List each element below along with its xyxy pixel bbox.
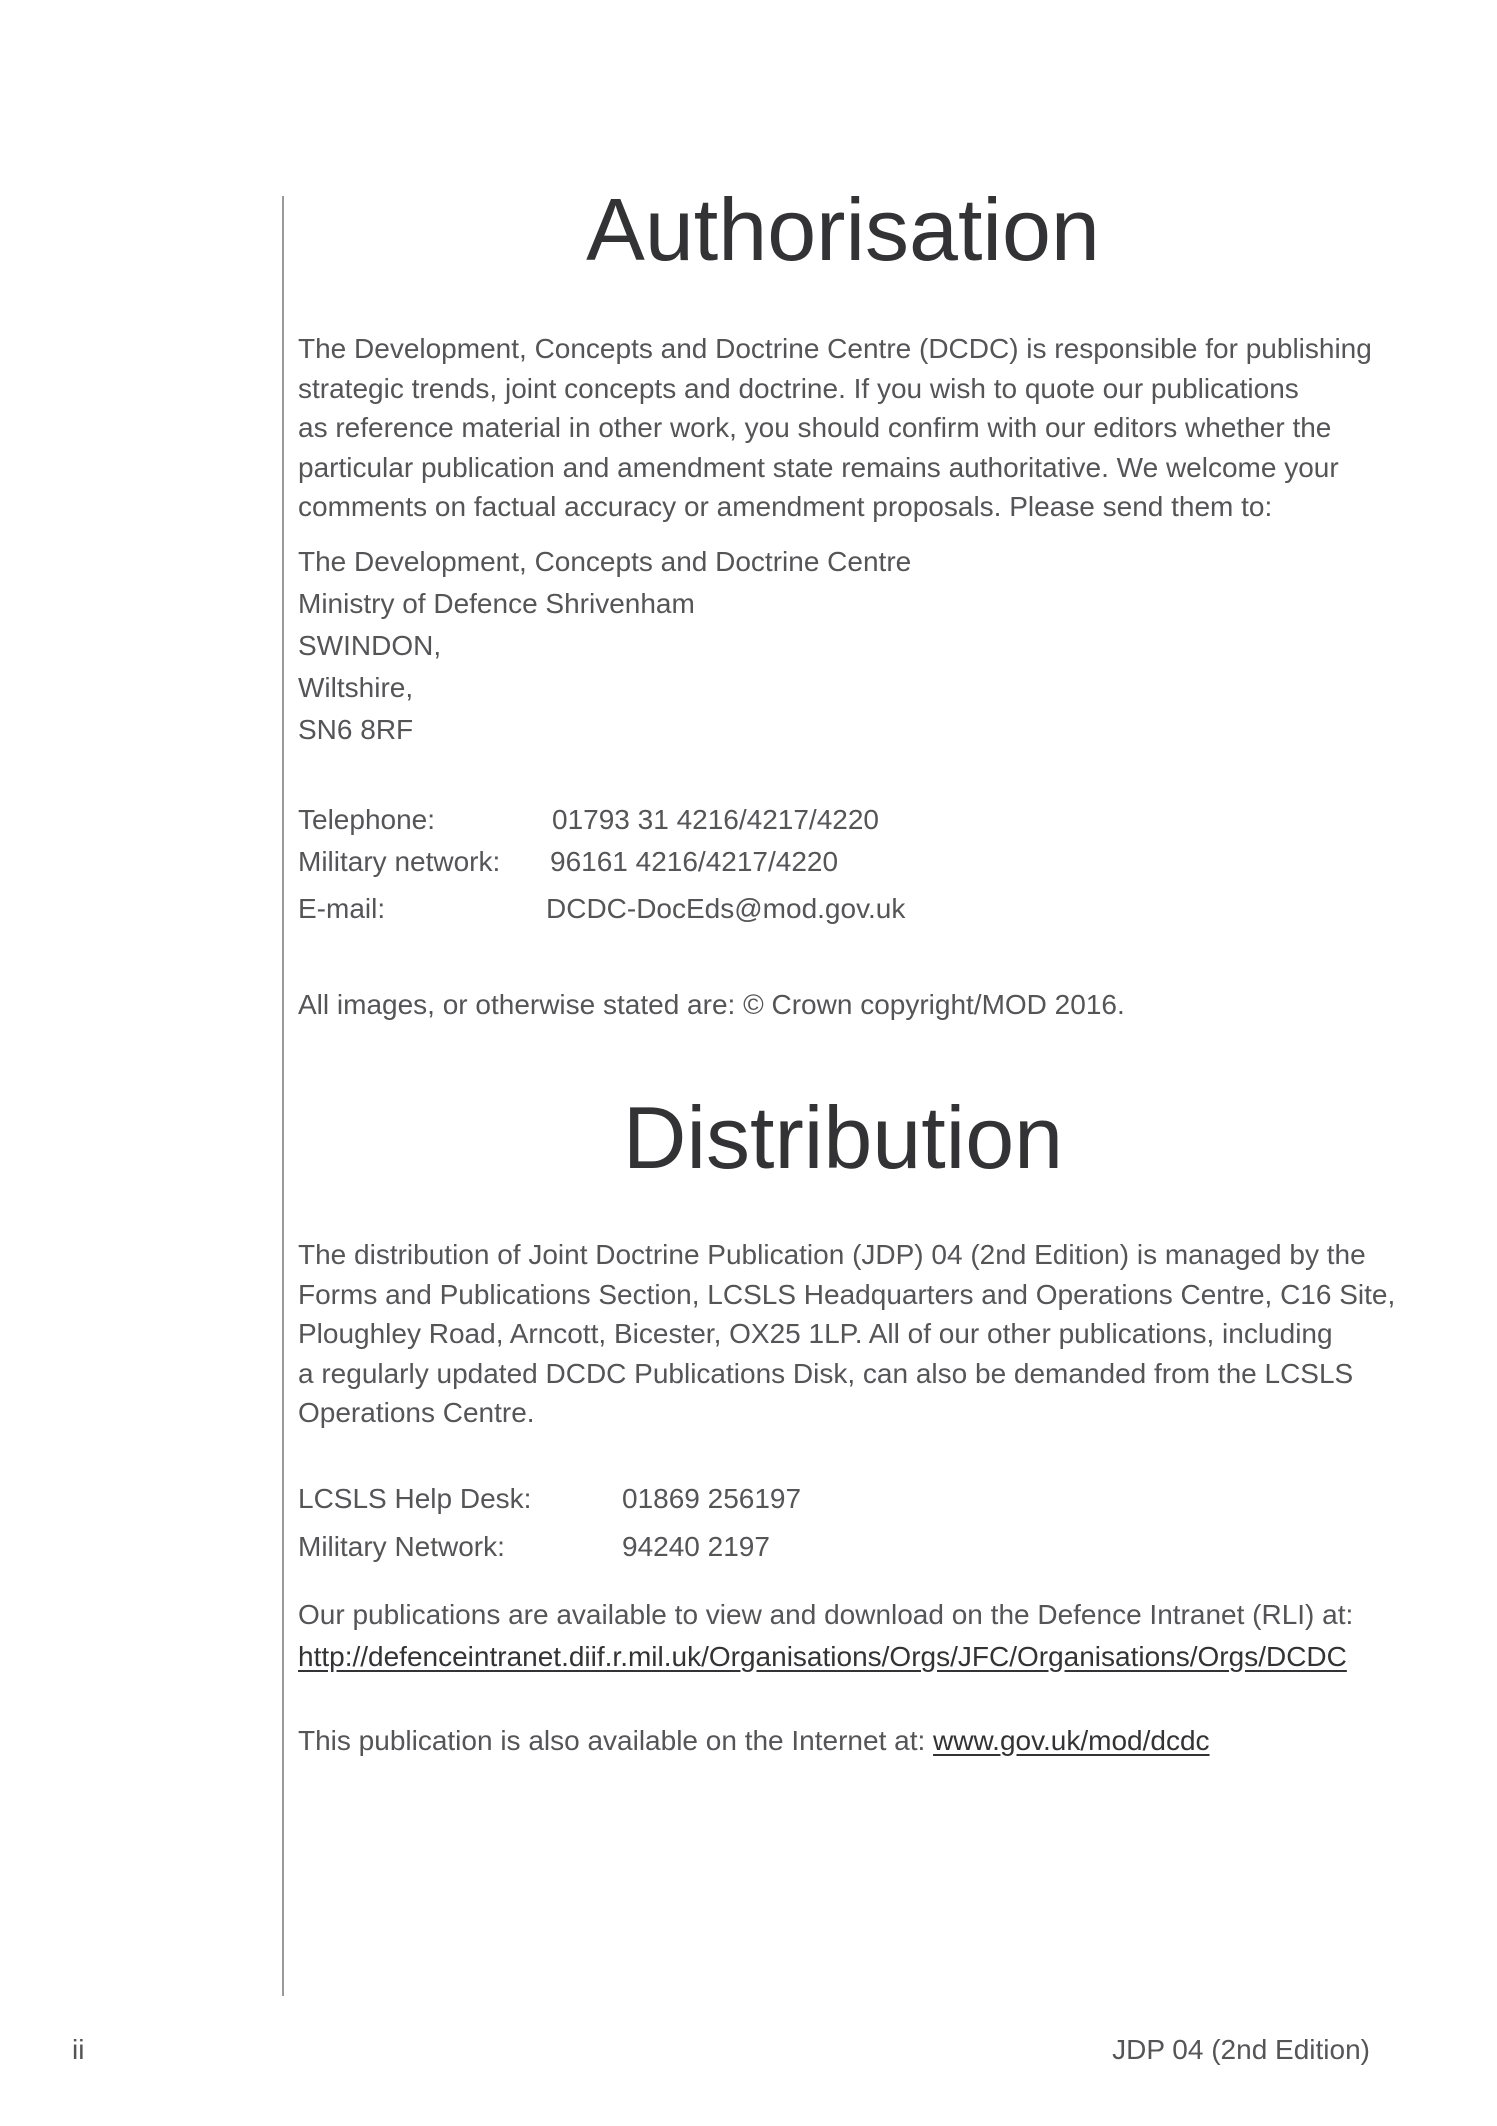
- distribution-heading: Distribution: [622, 1088, 1064, 1187]
- intranet-link[interactable]: http://defenceintranet.diif.r.mil.uk/Organisations/Orgs/JFC/Organisations/Orgs/DCDC: [298, 1641, 1347, 1672]
- contact-label: Military network:: [298, 846, 501, 877]
- address-line: The Development, Concepts and Doctrine Centre: [298, 546, 912, 577]
- address-line: SWINDON,: [298, 630, 442, 661]
- email-address[interactable]: DCDC-DocEds@mod.gov.uk: [546, 893, 906, 924]
- address-line: SN6 8RF: [298, 714, 414, 745]
- internet-text: This publication is also available on the Internet at:: [298, 1725, 934, 1756]
- text-line: Forms and Publications Section, LCSLS Headquarters and Operations Centre, C16 Site,: [298, 1278, 1396, 1310]
- postal-address: [298, 541, 911, 751]
- address-line: Wiltshire,: [298, 672, 414, 703]
- distribution-intro: [298, 1235, 1396, 1433]
- page-number: ii: [72, 2034, 85, 2065]
- text-line: particular publication and amendment state remains authoritative. We welcome your: [298, 451, 1339, 483]
- text-line: The Development, Concepts and Doctrine Centre (DCDC) is responsible for publishing: [298, 333, 1372, 364]
- contact-value: 01793 31 4216/4217/4220: [552, 804, 879, 835]
- contact-value: 01869 256197: [622, 1483, 802, 1514]
- internet-link[interactable]: www.gov.uk/mod/dcdc: [933, 1725, 1210, 1756]
- text-line: a regularly updated DCDC Publications Disk, can also be demanded from the LCSLS: [298, 1357, 1354, 1389]
- copyright-notice: All images, or otherwise stated are: © Crown copyright/MOD 2016.: [298, 989, 1125, 1020]
- authorisation-heading: Authorisation: [586, 180, 1100, 279]
- internet-availability: [298, 1721, 1210, 1761]
- contact-value: 96161 4216/4217/4220: [550, 846, 839, 877]
- contact-label: Telephone:: [298, 804, 436, 835]
- text-line: Operations Centre.: [298, 1397, 535, 1428]
- text-line: as reference material in other work, you should confirm with our editors whether the: [298, 412, 1332, 443]
- text-line: strategic trends, joint concepts and doctrine. If you wish to quote our publications: [298, 372, 1299, 404]
- intranet-text: Our publications are available to view and download on the Defence Intranet (RLI) at:: [298, 1599, 1354, 1630]
- authorisation-intro: [298, 329, 1388, 527]
- margin-rule: [282, 196, 284, 1996]
- contact-label: E-mail:: [298, 893, 386, 924]
- address-line: Ministry of Defence Shrivenham: [298, 588, 695, 619]
- contact-value: 94240 2197: [622, 1531, 770, 1562]
- contact-label: LCSLS Help Desk:: [298, 1483, 532, 1514]
- intranet-link-row: [298, 1637, 1347, 1677]
- footer-doc-title: JDP 04 (2nd Edition): [1112, 2034, 1370, 2065]
- contact-label: Military Network:: [298, 1531, 505, 1562]
- text-line: Ploughley Road, Arncott, Bicester, OX25 1LP. All of our other publications, including: [298, 1318, 1333, 1349]
- text-line: The distribution of Joint Doctrine Publication (JDP) 04 (2nd Edition) is managed by the: [298, 1239, 1366, 1270]
- text-line: comments on factual accuracy or amendment proposals. Please send them to:: [298, 491, 1273, 522]
